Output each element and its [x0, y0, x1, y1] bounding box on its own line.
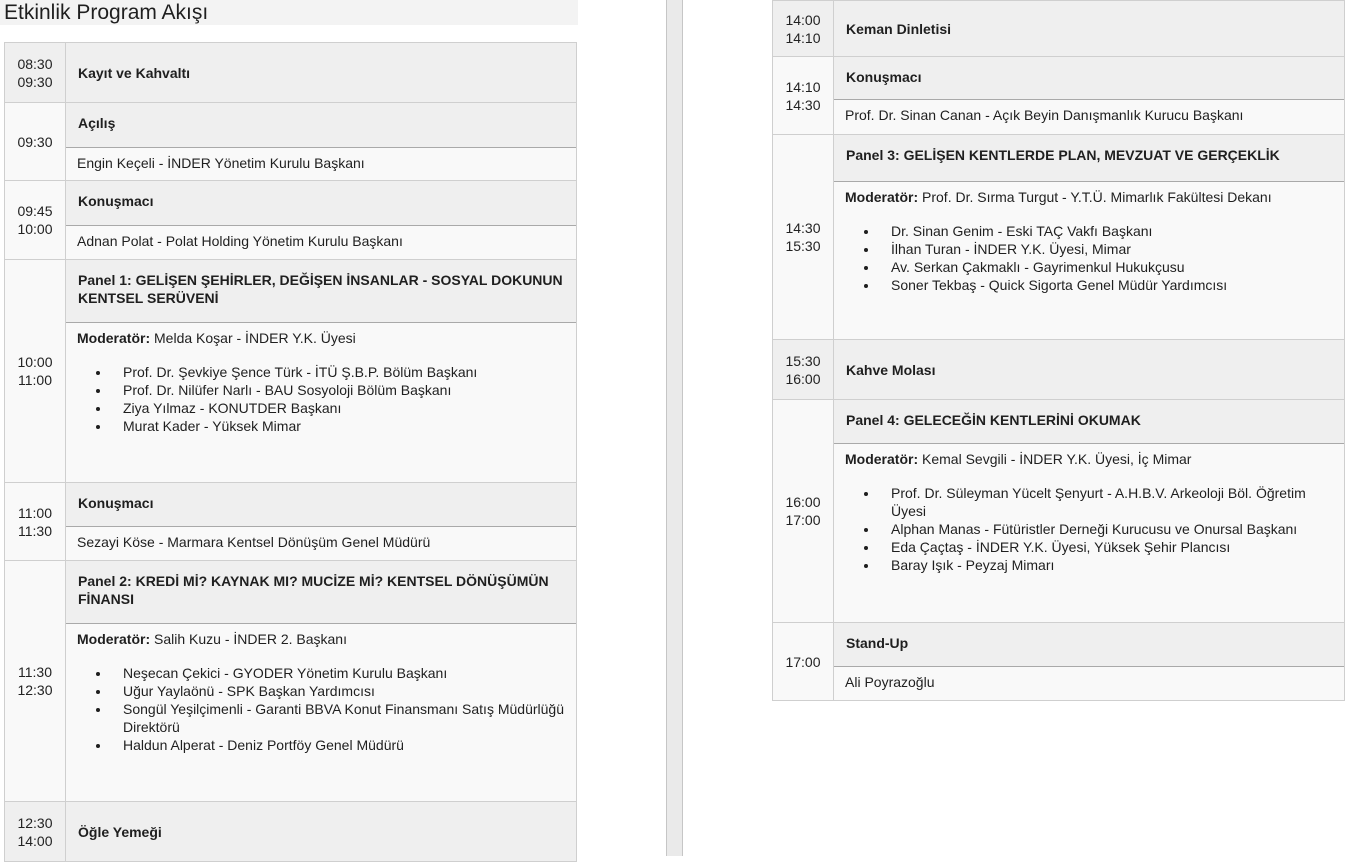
schedule-row — [4, 181, 577, 260]
session-cell — [834, 1, 1344, 56]
schedule-row — [4, 561, 577, 802]
panel-details — [834, 181, 1344, 339]
panelist-item: • Prof. Dr. Süleyman Yücelt Şenyurt - A.H.B.V. Arkeoloji Böl. Öğretim Üyesi — [879, 484, 1332, 520]
start-time: 09:45 — [17, 203, 53, 219]
start-time: 16:00 — [785, 494, 821, 510]
end-time: 11:00 — [18, 372, 52, 388]
session-title: Konuşmacı — [834, 57, 1344, 99]
schedule-row — [772, 623, 1345, 701]
page-gutter — [666, 0, 683, 856]
session-title: Panel 2: KREDİ Mİ? KAYNAK MI? MUCİZE Mİ? KENTSEL DÖNÜŞÜMÜN FİNANSI — [66, 561, 576, 623]
schedule-row — [4, 802, 577, 862]
time-cell — [773, 340, 834, 399]
start-time: 08:30 — [17, 55, 53, 72]
schedule-row — [4, 42, 577, 103]
panelist-item: • Baray Işık - Peyzaj Mimarı — [879, 556, 1332, 574]
panel-details — [66, 322, 576, 482]
speaker-name: Sezayi Köse - Marmara Kentsel Dönüşüm Genel Müdürü — [66, 526, 576, 560]
session-cell — [66, 103, 576, 180]
start-time: 14:10 — [785, 78, 821, 95]
session-cell — [834, 57, 1344, 134]
end-time: 14:30 — [785, 96, 821, 113]
session-title: Panel 4: GELECEĞİN KENTLERİNİ OKUMAK — [834, 400, 1344, 443]
start-time: 14:00 — [785, 11, 821, 28]
schedule-table-left — [4, 42, 577, 862]
session-title: Kayıt ve Kahvaltı — [78, 64, 191, 81]
session-title: Panel 3: GELİŞEN KENTLERDE PLAN, MEVZUAT VE GERÇEKLİK — [834, 135, 1344, 181]
session-title: Açılış — [66, 103, 576, 147]
document-title: Etkinlik Program Akışı — [0, 0, 578, 25]
session-cell — [834, 623, 1344, 700]
session-cell — [834, 340, 1344, 399]
panelist-list — [845, 222, 1332, 294]
panel-details — [66, 623, 576, 801]
panelist-list — [77, 664, 564, 754]
end-time: 15:30 — [785, 238, 821, 254]
panel-details — [834, 443, 1344, 622]
time-cell — [5, 43, 66, 102]
session-cell — [66, 43, 576, 102]
end-time: 10:00 — [17, 221, 53, 237]
time-cell — [773, 135, 834, 339]
moderator-name: Kemal Sevgili - İNDER Y.K. Üyesi, İç Mimar — [922, 451, 1192, 467]
schedule-row — [4, 260, 577, 483]
time-cell — [773, 57, 834, 134]
schedule-row — [772, 400, 1345, 623]
end-time: 09:30 — [17, 73, 53, 90]
moderator-line — [845, 188, 1332, 206]
panelist-item: • Alphan Manas - Fütüristler Derneği Kurucusu ve Onursal Başkanı — [879, 520, 1332, 538]
schedule-row — [772, 340, 1345, 400]
session-cell — [66, 483, 576, 560]
moderator-line — [845, 450, 1332, 468]
time-cell — [5, 181, 66, 259]
moderator-label: Moderatör: — [77, 330, 151, 346]
moderator-label: Moderatör: — [845, 451, 919, 467]
panelist-item: • Haldun Alperat - Deniz Portföy Genel Müdürü — [111, 736, 564, 754]
panelist-item: • Ziya Yılmaz - KONUTDER Başkanı — [111, 399, 564, 417]
schedule-row — [4, 103, 577, 181]
speaker-name: Prof. Dr. Sinan Canan - Açık Beyin Danışmanlık Kurucu Başkanı — [834, 99, 1344, 134]
panelist-item: • Av. Serkan Çakmaklı - Gayrimenkul Hukukçusu — [879, 258, 1332, 276]
panelist-item: • Songül Yeşilçimenli - Garanti BBVA Konut Finansmanı Satış Müdürlüğü Direktörü — [111, 700, 564, 736]
start-time: 11:00 — [18, 504, 52, 521]
panelist-item: • Neşecan Çekici - GYODER Yönetim Kurulu Başkanı — [111, 664, 564, 682]
session-cell — [66, 181, 576, 259]
start-time: 12:30 — [17, 814, 53, 831]
end-time: 12:30 — [17, 682, 53, 698]
start-time: 10:00 — [17, 354, 53, 370]
session-cell — [66, 561, 576, 801]
session-cell — [834, 135, 1344, 339]
start-time: 14:30 — [785, 220, 821, 236]
session-title: Konuşmacı — [66, 483, 576, 526]
panelist-item: • Prof. Dr. Nilüfer Narlı - BAU Sosyoloji Bölüm Başkanı — [111, 381, 564, 399]
session-title: Öğle Yemeği — [78, 823, 162, 840]
schedule-row — [772, 135, 1345, 340]
end-time: 11:30 — [18, 522, 52, 539]
moderator-name: Prof. Dr. Sırma Turgut - Y.T.Ü. Mimarlık Fakültesi Dekanı — [922, 189, 1272, 205]
time-cell — [5, 802, 66, 861]
panelist-item: • Soner Tekbaş - Quick Sigorta Genel Müdür Yardımcısı — [879, 276, 1332, 294]
session-cell — [66, 260, 576, 482]
schedule-row — [772, 0, 1345, 57]
end-time: 16:00 — [785, 370, 821, 387]
panelist-item: • Uğur Yaylaönü - SPK Başkan Yardımcısı — [111, 682, 564, 700]
end-time: 14:10 — [785, 29, 821, 46]
moderator-label: Moderatör: — [77, 631, 151, 647]
speaker-name: Engin Keçeli - İNDER Yönetim Kurulu Başkanı — [66, 147, 576, 180]
time-cell — [5, 260, 66, 482]
session-title: Konuşmacı — [66, 181, 576, 225]
panelist-item: • Eda Çaçtaş - İNDER Y.K. Üyesi, Yüksek Şehir Plancısı — [879, 538, 1332, 556]
speaker-name: Ali Poyrazoğlu — [834, 666, 1344, 700]
schedule-table-right — [772, 0, 1345, 701]
session-cell — [66, 802, 576, 861]
moderator-line — [77, 630, 564, 648]
panelist-item: • Prof. Dr. Şevkiye Şence Türk - İTÜ Ş.B.P. Bölüm Başkanı — [111, 363, 564, 381]
time-cell — [5, 561, 66, 801]
session-cell — [834, 400, 1344, 622]
panelist-item: • İlhan Turan - İNDER Y.K. Üyesi, Mimar — [879, 240, 1332, 258]
panelist-list — [845, 484, 1332, 574]
start-time: 17:00 — [785, 653, 821, 670]
panelist-item: • Murat Kader - Yüksek Mimar — [111, 417, 564, 435]
panelist-item: • Dr. Sinan Genim - Eski TAÇ Vakfı Başkanı — [879, 222, 1332, 240]
start-time: 15:30 — [785, 352, 821, 369]
time-cell — [773, 623, 834, 700]
time-cell — [773, 400, 834, 622]
start-time: 11:30 — [18, 664, 52, 680]
panelist-list — [77, 363, 564, 435]
moderator-label: Moderatör: — [845, 189, 919, 205]
time-cell — [5, 483, 66, 560]
time-cell — [773, 1, 834, 56]
time-cell — [5, 103, 66, 180]
session-title: Panel 1: GELİŞEN ŞEHİRLER, DEĞİŞEN İNSANLAR - SOSYAL DOKUNUN KENTSEL SERÜVENİ — [66, 260, 576, 322]
end-time: 14:00 — [17, 832, 53, 849]
moderator-name: Salih Kuzu - İNDER 2. Başkanı — [154, 631, 347, 647]
end-time: 17:00 — [785, 512, 821, 528]
session-title: Keman Dinletisi — [846, 20, 952, 37]
session-title: Kahve Molası — [846, 361, 936, 378]
moderator-name: Melda Koşar - İNDER Y.K. Üyesi — [154, 330, 356, 346]
moderator-line — [77, 329, 564, 347]
session-title: Stand-Up — [834, 623, 1344, 666]
speaker-name: Adnan Polat - Polat Holding Yönetim Kurulu Başkanı — [66, 225, 576, 259]
schedule-row — [772, 57, 1345, 135]
start-time: 09:30 — [17, 133, 53, 150]
schedule-row — [4, 483, 577, 561]
